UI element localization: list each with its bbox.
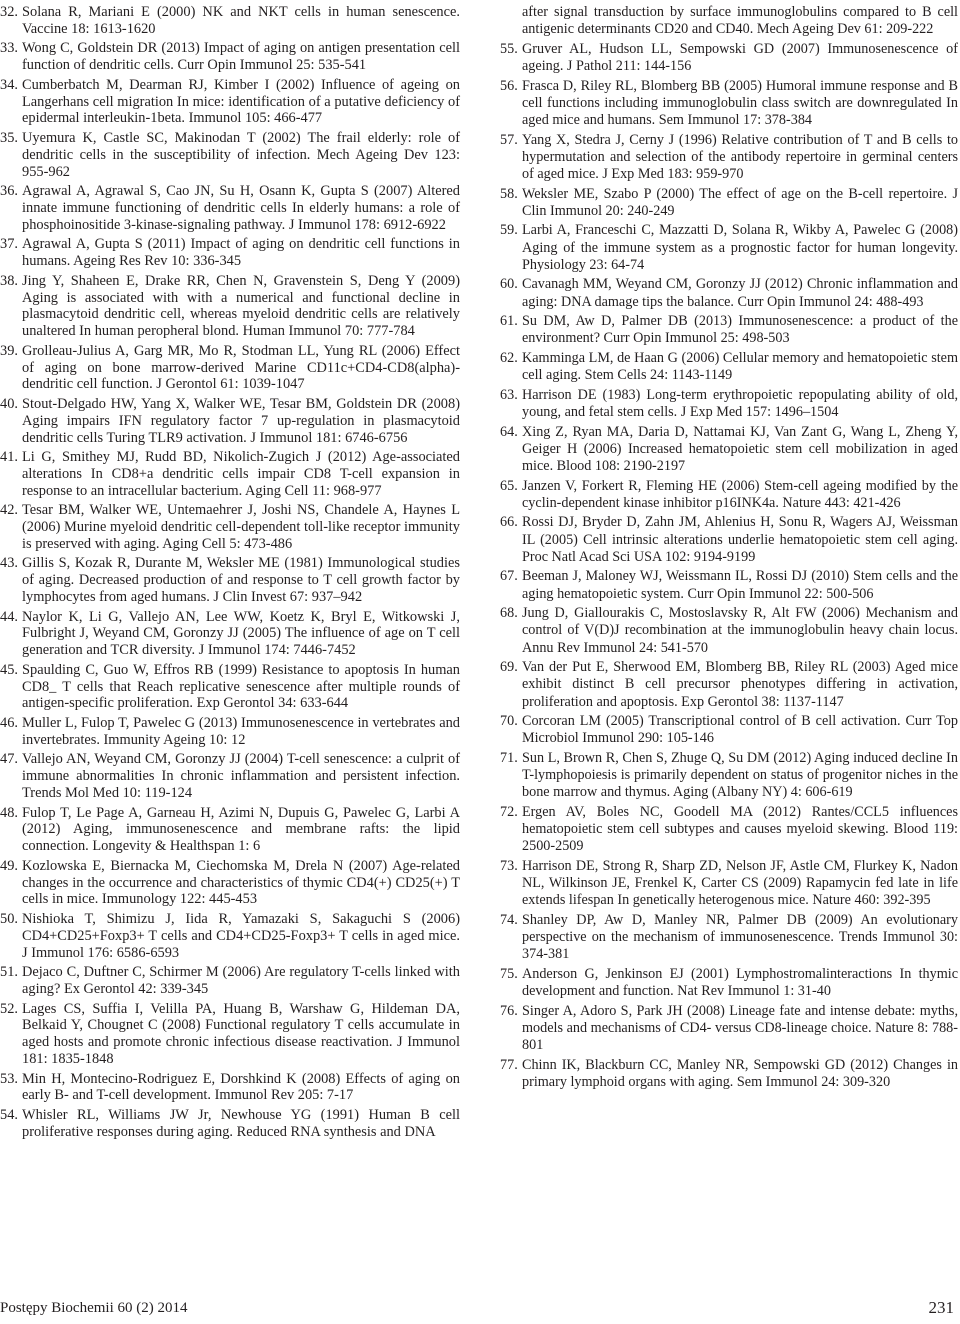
reference-item bbox=[500, 313, 958, 347]
reference-text: Gillis S, Kozak R, Durante M, Weksler ME (1981) Immunological studies of aging. Decreased production of and response to T cell growth factor by lymphocytes from aged humans. J Clin Invest 67: 937–942 bbox=[22, 555, 460, 606]
reference-item bbox=[0, 4, 460, 38]
reference-item bbox=[0, 751, 460, 801]
reference-number: 72. bbox=[500, 803, 518, 820]
reference-item bbox=[500, 966, 958, 1000]
reference-item bbox=[0, 449, 460, 499]
reference-number: 58. bbox=[500, 185, 518, 202]
reference-text: Tesar BM, Walker WE, Untemaehrer J, Joshi NS, Chandele A, Haynes L (2006) Murine myeloid dendritic cell-dependent toll-like receptor immunity is preserved with aging. Aging Cell 5: 473-486 bbox=[22, 502, 460, 552]
reference-text: Naylor K, Li G, Vallejo AN, Lee WW, Koetz K, Bryl E, Witkowski J, Fulbright J, Weyand CM, Goronzy JJ (2005) The influence of age on T cell generation and TCR diversity. J Immunol 174: 7446-7452 bbox=[22, 608, 460, 659]
reference-item bbox=[0, 40, 460, 74]
reference-item bbox=[0, 964, 460, 998]
reference-text: Kamminga LM, de Haan G (2006) Cellular memory and hematopoietic stem cell aging. Stem Cells 24: 1143-1149 bbox=[522, 349, 958, 384]
reference-number: 47. bbox=[0, 751, 18, 768]
reference-item bbox=[500, 713, 958, 747]
reference-item bbox=[500, 478, 958, 512]
reference-item bbox=[0, 1071, 460, 1105]
reference-item bbox=[0, 555, 460, 605]
reference-number: 60. bbox=[500, 276, 518, 293]
reference-item bbox=[500, 659, 958, 711]
reference-text: Ergen AV, Boles NC, Goodell MA (2012) Rantes/CCL5 influences hematopoietic stem cell subtypes and causes myeloid skewing. Blood 119: 2500-2509 bbox=[522, 803, 958, 855]
reference-item bbox=[0, 77, 460, 127]
reference-number: 36. bbox=[0, 183, 18, 200]
reference-text: Anderson G, Jenkinson EJ (2001) Lymphostromalinteractions In thymic development and function. Nat Rev Immunol 1: 31-40 bbox=[522, 965, 958, 1000]
reference-text: Sun L, Brown R, Chen S, Zhuge Q, Su DM (2012) Aging induced decline In T-lymphopoiesis is primarily dependent on status of progenitor niches in the bone marrow and thymus. Aging (Albany NY) 4: 606-619 bbox=[522, 749, 958, 801]
reference-number: 55. bbox=[500, 40, 518, 57]
reference-number: 41. bbox=[0, 449, 18, 466]
reference-number: 34. bbox=[0, 76, 18, 93]
reference-number: 66. bbox=[500, 514, 518, 531]
reference-text: Wong C, Goldstein DR (2013) Impact of aging on antigen presentation cell function of dendritic cells. Curr Opin Immunol 25: 535-541 bbox=[22, 40, 460, 74]
reference-item bbox=[500, 804, 958, 856]
reference-text: Shanley DP, Aw D, Manley NR, Palmer DB (2009) An evolutionary perspective on the mechanism of immunosenescence. Trends Immunol 30: 374-381 bbox=[522, 911, 958, 963]
reference-text: Weksler ME, Szabo P (2000) The effect of age on the B-cell repertoire. J Clin Immunol 20: 240-249 bbox=[522, 185, 958, 219]
reference-number: 67. bbox=[500, 568, 518, 585]
reference-number: 65. bbox=[500, 477, 518, 494]
reference-text: Fulop T, Le Page A, Garneau H, Azimi N, Dupuis G, Pawelec G, Larbi A (2012) Aging, immunosenescence and membrane rafts: the lipid connection. Longevity & Healthspan 1: 6 bbox=[22, 804, 460, 855]
reference-item bbox=[0, 183, 460, 233]
reference-item bbox=[500, 132, 958, 184]
reference-number: 62. bbox=[500, 349, 518, 366]
reference-number: 52. bbox=[0, 1000, 18, 1017]
reference-item bbox=[500, 750, 958, 802]
reference-number: 61. bbox=[500, 313, 518, 330]
reference-text: Whisler RL, Williams JW Jr, Newhouse YG (1991) Human B cell proliferative responses during aging. Reduced RNA synthesis and DNA bbox=[22, 1106, 460, 1140]
reference-item bbox=[500, 912, 958, 964]
reference-item bbox=[0, 609, 460, 659]
reference-number: 46. bbox=[0, 715, 18, 732]
reference-text: Janzen V, Forkert R, Fleming HE (2006) Stem-cell ageing modified by the cyclin-dependent kinase inhibitor p16INK4a. Nature 443: 421-426 bbox=[522, 477, 958, 511]
reference-item bbox=[500, 568, 958, 602]
reference-text: Cavanagh MM, Weyand CM, Goronzy JJ (2012) Chronic inflammation and aging: DNA damage tips the balance. Curr Opin Immunol 24: 488-493 bbox=[522, 276, 958, 310]
reference-text: Harrison DE (1983) Long-term erythropoietic repopulating ability of old, young, and fetal stem cells. J Exp Med 157: 1496–1504 bbox=[522, 386, 958, 420]
reference-item bbox=[500, 222, 958, 274]
page-number: 231 bbox=[928, 1298, 954, 1317]
reference-item bbox=[500, 41, 958, 75]
reference-text: Larbi A, Franceschi C, Mazzatti D, Solana R, Wikby A, Pawelec G (2008) Aging of the immune system as a prognostic factor for human longevity. Physiology 23: 64-74 bbox=[522, 222, 958, 273]
reference-number: 44. bbox=[0, 608, 18, 625]
reference-number: 42. bbox=[0, 502, 18, 519]
reference-text: Agrawal A, Gupta S (2011) Impact of aging on dendritic cell functions in humans. Ageing Res Rev 10: 336-345 bbox=[22, 236, 460, 270]
reference-text: after signal transduction by surface immunoglobulins compared to B cell antigenic determinants CD20 and CD40. Mech Ageing Dev 61: 209-222 bbox=[522, 4, 958, 38]
reference-number: 59. bbox=[500, 222, 518, 239]
reference-item bbox=[0, 715, 460, 749]
reference-text: Uyemura K, Castle SC, Makinodan T (2002) The frail elderly: role of dendritic cells in the susceptibility of infection. Mech Ageing Dev 123: 955-962 bbox=[22, 129, 460, 180]
reference-number: 68. bbox=[500, 605, 518, 622]
reference-number: 74. bbox=[500, 911, 518, 928]
reference-text: Lages CS, Suffia I, Velilla PA, Huang B, Warshaw G, Hildeman DA, Belkaid Y, Chougnet C (2008) Functional regulatory T cells accumulate in aged hosts and promote chronic infectious disease reactivation. J Immunol 181: 1835-1848 bbox=[22, 1000, 460, 1067]
reference-item bbox=[500, 78, 958, 130]
reference-number: 45. bbox=[0, 661, 18, 678]
reference-number: 48. bbox=[0, 804, 18, 821]
reference-number: 49. bbox=[0, 857, 18, 874]
references-right-column bbox=[500, 4, 958, 1094]
reference-item bbox=[500, 1003, 958, 1055]
reference-number: 75. bbox=[500, 965, 518, 982]
reference-text: Nishioka T, Shimizu J, Iida R, Yamazaki S, Sakaguchi S (2006) CD4+CD25+Foxp3+ T cells and CD4+CD25-Foxp3+ T cells in aged mice. J Immunol 176: 6586-6593 bbox=[22, 910, 460, 961]
reference-text: Li G, Smithey MJ, Rudd BD, Nikolich-Zugich J (2012) Age-associated alterations In CD8+a dendritic cells impair CD8 T-cell expansion in response to an intracellular bacterium. Aging Cell 11: 968-977 bbox=[22, 449, 460, 499]
reference-number: 35. bbox=[0, 129, 18, 146]
reference-text: Jing Y, Shaheen E, Drake RR, Chen N, Gravenstein S, Deng Y (2009) Aging is associated with with a numerical and functional decline in plasmacytoid dendritic cell, whereas myeloid dendritic cells are relatively unaltered In human peropheral blond. Human Immunol 70: 777-784 bbox=[22, 272, 460, 340]
reference-text: Cumberbatch M, Dearman RJ, Kimber I (2002) Influence of ageing on Langerhans cell migration In mice: identification of a putative deficiency of epidermal interleukin-1beta. Immunol 105: 466-477 bbox=[22, 76, 460, 127]
reference-item bbox=[500, 514, 958, 566]
reference-item bbox=[500, 4, 958, 38]
reference-number: 50. bbox=[0, 910, 18, 927]
reference-text: Jung D, Giallourakis C, Mostoslavsky R, Alt FW (2006) Mechanism and control of V(D)J recombination at the immunoglobulin heavy chain locus. Annu Rev Immunol 24: 541-570 bbox=[522, 605, 958, 656]
reference-number: 64. bbox=[500, 423, 518, 440]
reference-item bbox=[0, 805, 460, 855]
reference-text: Frasca D, Riley RL, Blomberg BB (2005) Humoral immune response and B cell functions including immunoglobulin class switch are downregulated In aged mice and humans. Sem Immunol 17: 378-384 bbox=[522, 77, 958, 128]
reference-item bbox=[0, 1107, 460, 1141]
reference-item bbox=[0, 662, 460, 712]
reference-text: Gruver AL, Hudson LL, Sempowski GD (2007) Immunosenescence of ageing. J Pathol 211: 144-156 bbox=[522, 40, 958, 74]
reference-item bbox=[0, 130, 460, 180]
reference-item bbox=[0, 273, 460, 340]
reference-item bbox=[0, 858, 460, 908]
reference-number: 33. bbox=[0, 40, 18, 57]
reference-item bbox=[500, 1057, 958, 1091]
reference-number: 54. bbox=[0, 1106, 18, 1123]
reference-number: 53. bbox=[0, 1070, 18, 1087]
reference-text: Dejaco C, Duftner C, Schirmer M (2006) Are regulatory T-cells linked with aging? Ex Gerontol 42: 339-345 bbox=[22, 964, 460, 997]
reference-number: 76. bbox=[500, 1002, 518, 1019]
reference-item bbox=[0, 396, 460, 446]
reference-text: Van der Put E, Sherwood EM, Blomberg BB, Riley RL (2003) Aged mice exhibit distinct B cell precursor phenotypes differing in activation, proliferation and apoptosis. Exp Gerontol 38: 1137-1147 bbox=[522, 659, 958, 710]
reference-item bbox=[0, 236, 460, 270]
reference-item bbox=[0, 502, 460, 552]
reference-item bbox=[500, 350, 958, 384]
reference-text: Chinn IK, Blackburn CC, Manley NR, Sempowski GD (2012) Changes in primary lymphoid organs with aging. Sem Immunol 24: 309-320 bbox=[522, 1056, 958, 1090]
reference-item bbox=[500, 186, 958, 220]
reference-number: 40. bbox=[0, 395, 18, 412]
reference-number: 43. bbox=[0, 555, 18, 572]
reference-number: 73. bbox=[500, 857, 518, 874]
reference-item bbox=[500, 276, 958, 310]
reference-item bbox=[0, 1001, 460, 1068]
reference-text: Solana R, Mariani E (2000) NK and NKT cells in human senescence. Vaccine 18: 1613-1620 bbox=[22, 4, 460, 37]
reference-number: 38. bbox=[0, 272, 18, 289]
reference-number: 51. bbox=[0, 964, 18, 981]
reference-text: Grolleau-Julius A, Garg MR, Mo R, Stodman LL, Yung RL (2006) Effect of aging on bone marrow-derived Marine CD11c+CD4-CD8(alpha)-dendritic cell function. J Gerontol 61: 1039-1047 bbox=[22, 342, 460, 393]
reference-number: 71. bbox=[500, 749, 518, 766]
reference-text: Yang X, Stedra J, Cerny J (1996) Relative contribution of T and B cells to hypermutation and selection of the antibody repertoire in germinal centers of aged mice. J Exp Med 183: 959-970 bbox=[522, 131, 958, 182]
reference-number: 63. bbox=[500, 386, 518, 403]
reference-number: 77. bbox=[500, 1056, 518, 1073]
reference-text: Harrison DE, Strong R, Sharp ZD, Nelson JF, Astle CM, Flurkey K, Nadon NL, Wilkinson JE, Frenkel K, Carter CS (2009) Rapamycin fed late in life extends lifespan In genetically heterogenous mice. Nature 460: 392-395 bbox=[522, 857, 958, 909]
reference-number: 70. bbox=[500, 713, 518, 730]
reference-item bbox=[500, 605, 958, 657]
reference-number: 39. bbox=[0, 342, 18, 359]
reference-text: Kozlowska E, Biernacka M, Ciechomska M, Drela N (2007) Age-related changes in the occurrence and characteristics of thymic CD4(+) CD25(+) T cells in mice. Immunology 122: 445-453 bbox=[22, 857, 460, 908]
reference-text: Spaulding C, Guo W, Effros RB (1999) Resistance to apoptosis In human CD8_ T cells that Reach replicative senescence after multiple rounds of antigen-specific proliferation. Exp Gerontol 34: 633-644 bbox=[22, 661, 460, 712]
reference-text: Vallejo AN, Weyand CM, Goronzy JJ (2004) T-cell senescence: a culprit of immune abnormalities In chronic inflammation and persistent infection. Trends Mol Med 10: 119-124 bbox=[22, 751, 460, 802]
reference-item bbox=[500, 858, 958, 910]
references-left-column bbox=[0, 4, 460, 1143]
journal-footer: Postępy Biochemii 60 (2) 2014 bbox=[0, 1300, 188, 1316]
reference-text: Beeman J, Maloney WJ, Weissmann IL, Rossi DJ (2010) Stem cells and the aging hematopoietic system. Curr Opin Immunol 22: 500-506 bbox=[522, 568, 958, 602]
reference-item bbox=[500, 424, 958, 476]
reference-text: Muller L, Fulop T, Pawelec G (2013) Immunosenescence in vertebrates and invertebrates. Immunity Ageing 10: 12 bbox=[22, 715, 460, 748]
reference-text: Xing Z, Ryan MA, Daria D, Nattamai KJ, Van Zant G, Wang L, Zheng Y, Geiger H (2006) Increased hematopoietic stem cell mobilization in aged mice. Blood 108: 2190-2197 bbox=[522, 423, 958, 474]
reference-text: Singer A, Adoro S, Park JH (2008) Lineage fate and intense debate: myths, models and mechanisms of CD4- versus CD8-lineage choice. Nature 8: 788-801 bbox=[522, 1002, 958, 1054]
reference-item bbox=[0, 911, 460, 961]
reference-item bbox=[500, 387, 958, 421]
reference-text: Min H, Montecino-Rodriguez E, Dorshkind K (2008) Effects of aging on early B- and T-cell development. Immunol Rev 205: 7-17 bbox=[22, 1070, 460, 1104]
reference-number: 32. bbox=[0, 4, 18, 20]
reference-text: Su DM, Aw D, Palmer DB (2013) Immunosenescence: a product of the environment? Curr Opin Immunol 25: 498-503 bbox=[522, 313, 958, 347]
reference-text: Agrawal A, Agrawal S, Cao JN, Su H, Osann K, Gupta S (2007) Altered innate immune functioning of dendritic cells In elderly humans: a role of phosphoinositide 3-kinase-signaling pathway. J Immunol 178: 6912-6922 bbox=[22, 183, 460, 233]
reference-item bbox=[0, 343, 460, 393]
reference-text: Rossi DJ, Bryder D, Zahn JM, Ahlenius H, Sonu R, Wagers AJ, Weissman IL (2005) Cell intrinsic alterations underlie hematopoietic stem cell aging. Proc Natl Acad Sci USA 102: 9194-9199 bbox=[522, 514, 958, 565]
reference-number: 69. bbox=[500, 659, 518, 676]
reference-number: 57. bbox=[500, 131, 518, 148]
reference-text: Stout-Delgado HW, Yang X, Walker WE, Tesar BM, Goldstein DR (2008) Aging impairs IFN regulatory factor 7 up-regulation in plasmacytoid dendritic cells Turing TLR9 activation. J Immunol 181: 6746-6756 bbox=[22, 395, 460, 446]
reference-text: Corcoran LM (2005) Transcriptional control of B cell activation. Curr Top Microbiol Immunol 290: 105-146 bbox=[522, 713, 958, 747]
reference-number: 56. bbox=[500, 77, 518, 94]
reference-number: 37. bbox=[0, 236, 18, 253]
